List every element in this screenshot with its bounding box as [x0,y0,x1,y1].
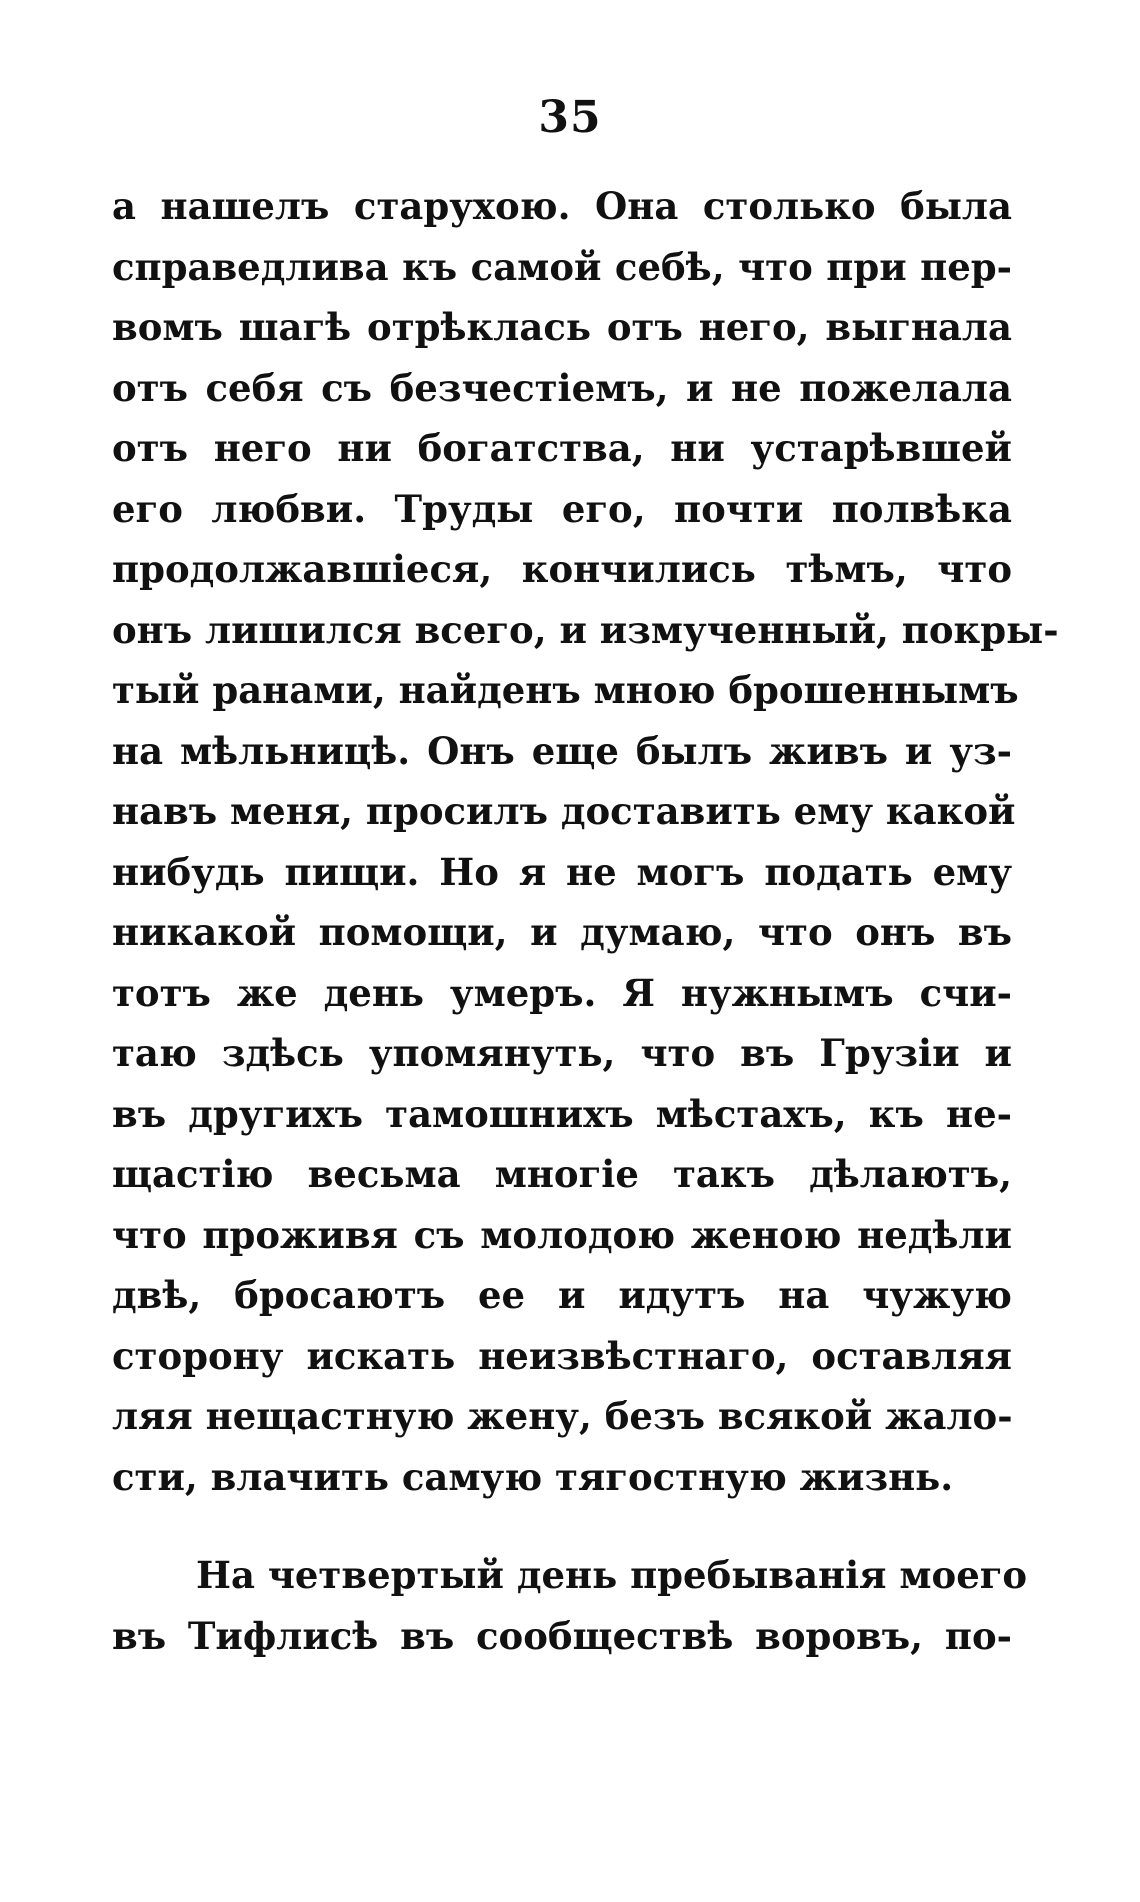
text-line: его любви. Труды его, почти полвѣка [112,486,1012,531]
text-line: тотъ же день умеръ. Я нужнымъ счи- [112,970,1012,1015]
text-line: на мѣльницѣ. Онъ еще былъ живъ и уз- [112,728,1012,773]
text-line: продолжавшіеся, кончились тѣмъ, что [112,547,1012,591]
text-line: отъ него ни богатства, ни устарѣвшей [112,426,1012,470]
text-line: отъ себя съ безчестіемъ, и не пожелала [112,365,1012,410]
text-line: навъ меня, просилъ доставить ему какой [112,789,1016,833]
text-line: а нашелъ старухою. Она столько была [112,184,1012,228]
text-line: въ Тифлисѣ въ сообществѣ воровъ, по- [112,1614,1012,1658]
text-line: тый ранами, найденъ мною брошеннымъ [112,668,1019,712]
text-line: что проживя съ молодою женою недѣли [112,1212,1012,1257]
text-line: справедлива къ самой себѣ, что при пер- [112,244,1012,289]
text-line: таю здѣсь упомянуть, что въ Грузіи и [112,1031,1012,1075]
text-line: двѣ, бросаютъ ее и идутъ на чужую [112,1273,1012,1317]
text-line: щастію весьма многіе такъ дѣлаютъ, [112,1152,1012,1196]
text-line: никакой помощи, и думаю, что онъ въ [112,910,1012,954]
text-line: сторону искать неизвѣстнаго, оставляя [112,1333,1012,1378]
text-line: вомъ шагѣ отрѣклась отъ него, выгнала [112,305,1012,349]
page-number: 35 [538,92,602,143]
paragraph-1 [112,176,1059,1507]
text-line: На четвертый день пребыванія моего [196,1553,1028,1597]
text-line: нибудь пищи. Но я не могъ подать ему [112,849,1012,894]
text-line: въ другихъ тамошнихъ мѣстахъ, къ не- [112,1091,1012,1136]
paragraph-2 [112,1545,1028,1667]
text-line: сти, влачить самую тягостную жизнь. [112,1454,954,1499]
text-line: ляя нещастную жену, безъ всякой жало- [112,1394,1013,1438]
text-line: онъ лишился всего, и измученный, покры- [112,607,1059,652]
